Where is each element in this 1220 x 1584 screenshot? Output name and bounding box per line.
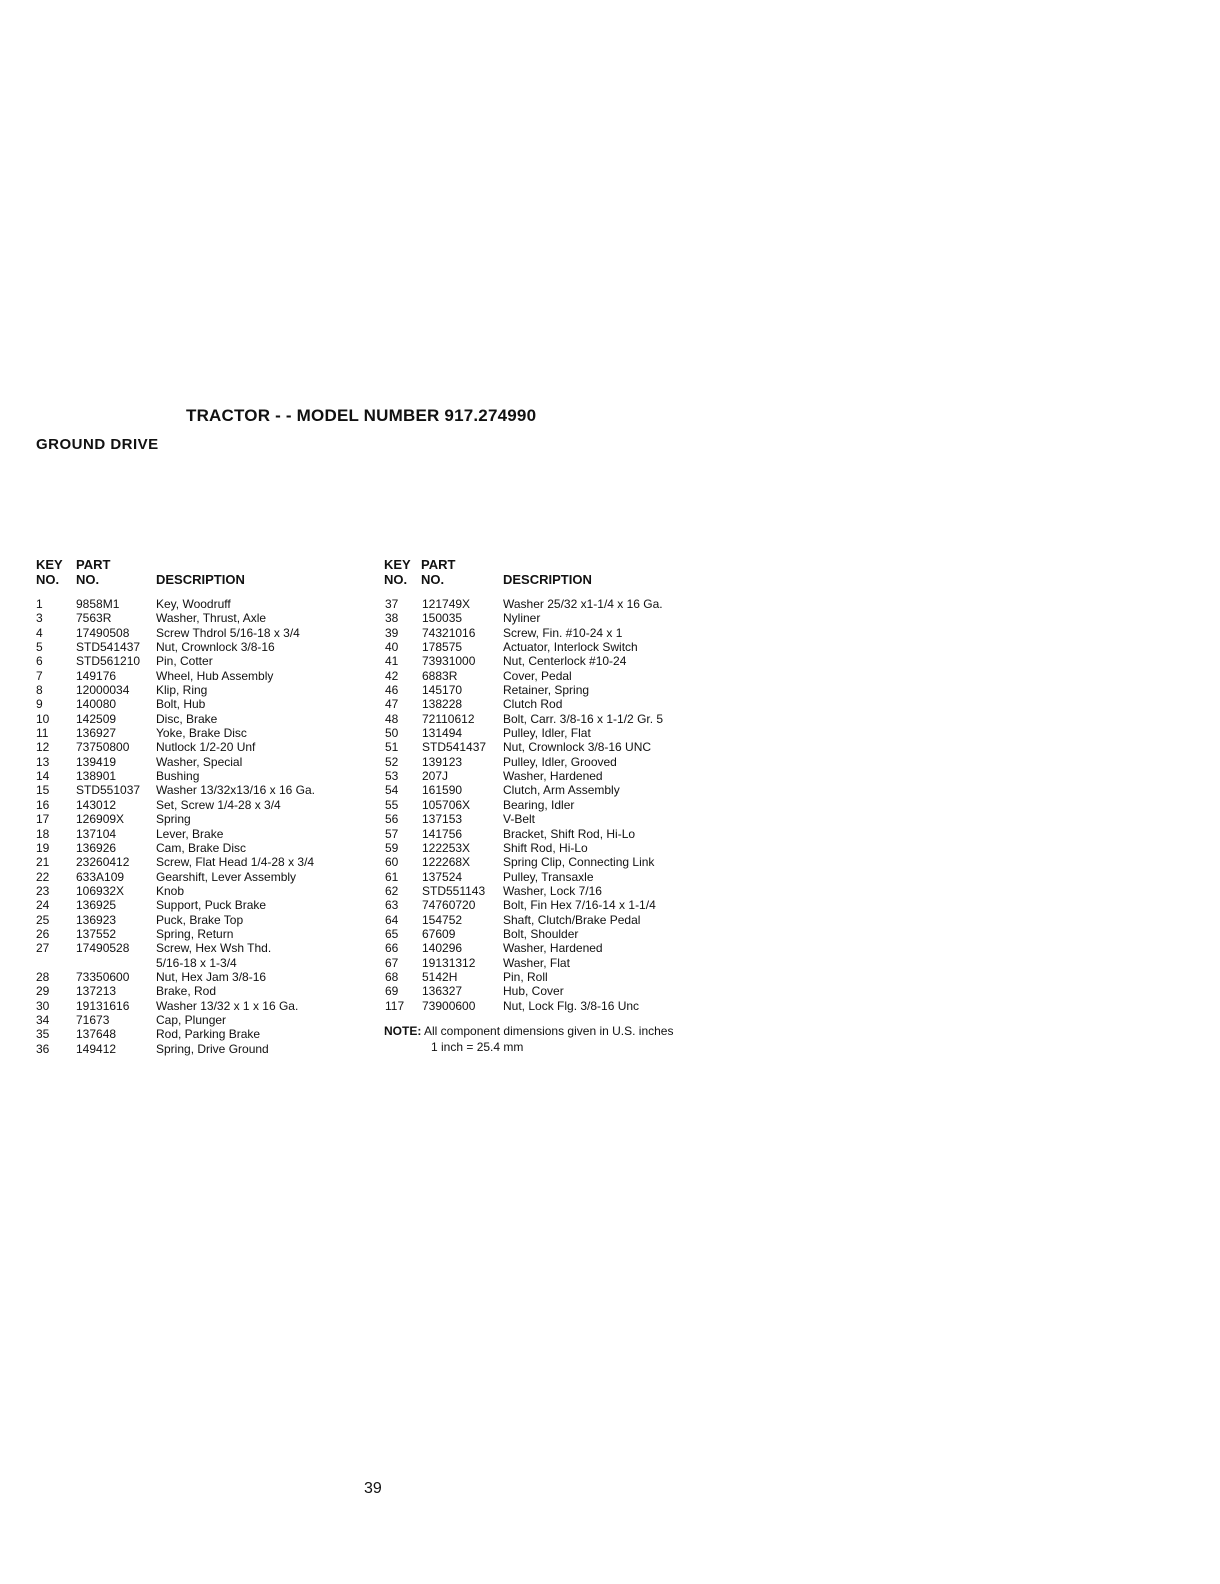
key-number: 6 — [36, 654, 43, 669]
part-number: 73750800 — [76, 740, 130, 755]
key-number: 14 — [36, 769, 50, 784]
key-number: 52 — [385, 754, 399, 769]
part-description: Washer, Special — [156, 754, 243, 769]
key-number: 21 — [36, 855, 50, 870]
part-description: Screw Thdrol 5/16-18 x 3/4 — [156, 625, 300, 640]
part-description: Yoke, Brake Disc — [156, 726, 247, 741]
key-number: 7 — [36, 668, 43, 683]
parts-row — [36, 712, 366, 726]
right-parts-list — [385, 597, 715, 1013]
part-description: Nut, Hex Jam 3/8-16 — [156, 969, 267, 984]
key-number: 10 — [36, 711, 50, 726]
part-description: Wheel, Hub Assembly — [156, 668, 274, 683]
part-description: Cap, Plunger — [156, 1012, 227, 1027]
part-number: 136923 — [76, 912, 117, 927]
key-number: 26 — [36, 926, 50, 941]
part-number: 178575 — [422, 640, 463, 655]
parts-row — [36, 1027, 366, 1041]
parts-row — [36, 740, 366, 754]
part-number: 73931000 — [422, 654, 476, 669]
part-description: Nut, Centerlock #10-24 — [503, 654, 627, 669]
part-description: Clutch, Arm Assembly — [503, 783, 620, 798]
part-description: Spring — [156, 812, 191, 827]
left-key-header — [36, 557, 63, 587]
key-number: 13 — [36, 754, 50, 769]
part-description: Cover, Pedal — [503, 668, 572, 683]
parts-row — [385, 827, 715, 841]
part-number: 74760720 — [422, 898, 476, 913]
left-parts-list — [36, 597, 366, 1056]
part-number: 74321016 — [422, 625, 476, 640]
key-number: 11 — [36, 726, 49, 741]
part-description: Clutch Rod — [503, 697, 563, 712]
parts-row — [385, 913, 715, 927]
key-number: 39 — [385, 625, 399, 640]
part-description: Key, Woodruff — [156, 597, 231, 611]
parts-row — [36, 970, 366, 984]
parts-row — [36, 941, 366, 955]
section-title: GROUND DRIVE — [36, 436, 159, 453]
key-number: 62 — [385, 883, 399, 898]
part-number: 12000034 — [76, 683, 130, 698]
parts-row — [36, 611, 366, 625]
part-description: Spring Clip, Connecting Link — [503, 855, 655, 870]
key-number: 65 — [385, 926, 399, 941]
key-number: 18 — [36, 826, 50, 841]
key-number: 69 — [385, 984, 399, 999]
part-description: Washer 13/32 x 1 x 16 Ga. — [156, 998, 299, 1013]
key-number: 40 — [385, 640, 399, 655]
part-description: Nut, Lock Flg. 3/8-16 Unc — [503, 998, 640, 1013]
part-number: STD541437 — [422, 740, 487, 755]
parts-row — [385, 941, 715, 955]
key-number: 117 — [385, 998, 405, 1013]
part-description: Cam, Brake Disc — [156, 840, 247, 855]
part-number: 139419 — [76, 754, 117, 769]
part-number: 142509 — [76, 711, 117, 726]
part-description: Puck, Brake Top — [156, 912, 244, 927]
part-number: 122253X — [422, 840, 471, 855]
parts-row — [385, 798, 715, 812]
key-number: 4 — [36, 625, 43, 640]
part-description: Klip, Ring — [156, 683, 208, 698]
key-number: 50 — [385, 726, 399, 741]
key-number: 37 — [385, 597, 399, 611]
parts-row — [385, 611, 715, 625]
parts-row — [385, 740, 715, 754]
key-number: 25 — [36, 912, 50, 927]
part-number: 19131616 — [76, 998, 130, 1013]
key-number: 19 — [36, 840, 50, 855]
part-number: 154752 — [422, 912, 463, 927]
part-description: Bolt, Hub — [156, 697, 206, 712]
key-number: 27 — [36, 941, 50, 956]
parts-row — [36, 927, 366, 941]
part-number: STD561210 — [76, 654, 141, 669]
parts-row — [36, 755, 366, 769]
part-description: Support, Puck Brake — [156, 898, 267, 913]
key-number: 57 — [385, 826, 399, 841]
key-number: 63 — [385, 898, 399, 913]
key-number: 59 — [385, 840, 399, 855]
right-key-header-line1: KEY — [384, 557, 411, 572]
part-description: Washer 13/32x13/16 x 16 Ga. — [156, 783, 315, 798]
note — [384, 1023, 673, 1055]
part-description: Pulley, Transaxle — [503, 869, 594, 884]
part-number: 105706X — [422, 797, 471, 812]
part-number: 137153 — [422, 812, 463, 827]
part-description: Screw, Fin. #10-24 x 1 — [503, 625, 623, 640]
part-number: 137524 — [422, 869, 463, 884]
parts-row — [385, 956, 715, 970]
key-number: 64 — [385, 912, 399, 927]
parts-row — [385, 999, 715, 1013]
part-description: Bracket, Shift Rod, Hi-Lo — [503, 826, 636, 841]
part-number: 5142H — [422, 969, 458, 984]
part-description: Rod, Parking Brake — [156, 1027, 261, 1042]
key-number: 1 — [36, 597, 43, 611]
parts-row — [385, 841, 715, 855]
key-number: 54 — [385, 783, 399, 798]
key-number: 66 — [385, 941, 399, 956]
part-number: 126909X — [76, 812, 125, 827]
right-key-header-line2: NO. — [384, 572, 408, 587]
part-number: 137213 — [76, 984, 117, 999]
parts-row — [36, 683, 366, 697]
part-number: STD541437 — [76, 640, 141, 655]
part-number: 138228 — [422, 697, 463, 712]
parts-row — [385, 726, 715, 740]
key-number: 53 — [385, 769, 399, 784]
part-description: Knob — [156, 883, 185, 898]
parts-row — [36, 798, 366, 812]
parts-row — [385, 898, 715, 912]
key-number: 8 — [36, 683, 43, 698]
parts-row — [36, 783, 366, 797]
part-number: 143012 — [76, 797, 117, 812]
part-description: Pulley, Idler, Grooved — [503, 754, 617, 769]
parts-row — [36, 812, 366, 826]
parts-row — [385, 597, 715, 611]
parts-row — [385, 669, 715, 683]
parts-row — [36, 956, 366, 970]
parts-row — [36, 999, 366, 1013]
part-number: 136926 — [76, 840, 117, 855]
part-description: Washer, Hardened — [503, 941, 603, 956]
part-description: Bolt, Carr. 3/8-16 x 1-1/2 Gr. 5 — [503, 711, 664, 726]
key-number: 42 — [385, 668, 399, 683]
part-description: Retainer, Spring — [503, 683, 590, 698]
page-title: TRACTOR - - MODEL NUMBER 917.274990 — [186, 406, 537, 425]
key-number: 16 — [36, 797, 50, 812]
parts-row — [385, 712, 715, 726]
part-number: 137648 — [76, 1027, 117, 1042]
parts-row — [36, 841, 366, 855]
parts-row — [385, 654, 715, 668]
part-description: Gearshift, Lever Assembly — [156, 869, 297, 884]
part-description: Nyliner — [503, 611, 541, 626]
part-number: 122268X — [422, 855, 471, 870]
parts-row — [385, 769, 715, 783]
part-number: 149412 — [76, 1041, 117, 1056]
right-key-header — [384, 557, 411, 587]
parts-row — [36, 855, 366, 869]
key-number: 56 — [385, 812, 399, 827]
right-part-header-line2: NO. — [421, 572, 445, 587]
part-description: Nut, Crownlock 3/8-16 UNC — [503, 740, 652, 755]
part-number: 23260412 — [76, 855, 130, 870]
parts-row — [36, 984, 366, 998]
part-description: Set, Screw 1/4-28 x 3/4 — [156, 797, 281, 812]
part-description: Pin, Cotter — [156, 654, 213, 669]
part-number: 121749X — [422, 597, 471, 611]
key-number: 15 — [36, 783, 50, 798]
note-text: All component dimensions given in U.S. inches — [424, 1024, 674, 1038]
part-number: 136327 — [422, 984, 463, 999]
right-description-header: DESCRIPTION — [503, 572, 592, 587]
part-number: 73350600 — [76, 969, 130, 984]
part-description: 5/16-18 x 1-3/4 — [156, 955, 237, 970]
right-part-header — [421, 557, 455, 587]
key-number: 61 — [385, 869, 399, 884]
part-number: 140080 — [76, 697, 117, 712]
parts-row — [36, 827, 366, 841]
right-part-header-line1: PART — [421, 557, 456, 572]
parts-row — [36, 1013, 366, 1027]
key-number: 51 — [385, 740, 399, 755]
part-number: 137104 — [76, 826, 117, 841]
parts-row — [36, 640, 366, 654]
part-number: 6883R — [422, 668, 458, 683]
part-description: Nutlock 1/2-20 Unf — [156, 740, 256, 755]
key-number: 38 — [385, 611, 399, 626]
key-number: 55 — [385, 797, 399, 812]
parts-row — [36, 769, 366, 783]
key-number: 47 — [385, 697, 399, 712]
key-number: 36 — [36, 1041, 50, 1056]
parts-row — [36, 654, 366, 668]
part-description: Shift Rod, Hi-Lo — [503, 840, 588, 855]
parts-row — [36, 626, 366, 640]
parts-row — [385, 927, 715, 941]
key-number: 46 — [385, 683, 399, 698]
part-number: 138901 — [76, 769, 117, 784]
left-part-header — [76, 557, 110, 587]
note-label: NOTE: — [384, 1024, 422, 1038]
parts-row — [36, 1042, 366, 1056]
part-number: 72110612 — [422, 711, 475, 726]
parts-row — [36, 597, 366, 611]
parts-row — [36, 898, 366, 912]
part-number: 9858M1 — [76, 597, 120, 611]
part-number: 17490508 — [76, 625, 130, 640]
left-part-header-line2: NO. — [76, 572, 100, 587]
key-number: 12 — [36, 740, 50, 755]
part-number: 149176 — [76, 668, 117, 683]
parts-row — [385, 884, 715, 898]
key-number: 5 — [36, 640, 43, 655]
part-description: Washer, Flat — [503, 955, 570, 970]
part-description: Spring, Drive Ground — [156, 1041, 269, 1056]
parts-row — [385, 640, 715, 654]
part-description: Lever, Brake — [156, 826, 224, 841]
part-description: Washer, Hardened — [503, 769, 603, 784]
part-number: 73900600 — [422, 998, 476, 1013]
part-number: 136927 — [76, 726, 117, 741]
page-number: 39 — [364, 1480, 382, 1497]
key-number: 9 — [36, 697, 43, 712]
left-key-header-line2: NO. — [36, 572, 60, 587]
parts-row — [385, 855, 715, 869]
part-number: 137552 — [76, 926, 117, 941]
parts-row — [36, 726, 366, 740]
parts-row — [385, 970, 715, 984]
part-description: Spring, Return — [156, 926, 234, 941]
part-description: Nut, Crownlock 3/8-16 — [156, 640, 275, 655]
parts-row — [385, 984, 715, 998]
key-number: 24 — [36, 898, 50, 913]
part-number: 131494 — [422, 726, 463, 741]
key-number: 30 — [36, 998, 50, 1013]
part-description: Bolt, Fin Hex 7/16-14 x 1-1/4 — [503, 898, 656, 913]
part-description: Hub, Cover — [503, 984, 564, 999]
parts-row — [36, 669, 366, 683]
key-number: 60 — [385, 855, 399, 870]
part-description: Washer, Lock 7/16 — [503, 883, 602, 898]
key-number: 29 — [36, 984, 50, 999]
part-number: 139123 — [422, 754, 463, 769]
parts-row — [385, 812, 715, 826]
key-number: 67 — [385, 955, 399, 970]
part-description: Pulley, Idler, Flat — [503, 726, 591, 741]
part-number: 136925 — [76, 898, 117, 913]
note-conversion: 1 inch = 25.4 mm — [431, 1040, 524, 1054]
key-number: 3 — [36, 611, 43, 626]
part-description: Screw, Flat Head 1/4-28 x 3/4 — [156, 855, 315, 870]
part-description: Washer, Thrust, Axle — [156, 611, 267, 626]
parts-row — [385, 626, 715, 640]
key-number: 34 — [36, 1012, 50, 1027]
part-number: 17490528 — [76, 941, 130, 956]
part-number: STD551037 — [76, 783, 141, 798]
parts-row — [385, 783, 715, 797]
key-number: 48 — [385, 711, 399, 726]
part-number: 141756 — [422, 826, 463, 841]
left-part-header-line1: PART — [76, 557, 111, 572]
part-number: 19131312 — [422, 955, 476, 970]
part-number: 7563R — [76, 611, 112, 626]
key-number: 17 — [36, 812, 50, 827]
key-number: 35 — [36, 1027, 50, 1042]
parts-row — [385, 683, 715, 697]
parts-row — [385, 870, 715, 884]
key-number: 41 — [385, 654, 399, 669]
part-description: Bushing — [156, 769, 200, 784]
left-description-header: DESCRIPTION — [156, 572, 245, 587]
key-number: 68 — [385, 969, 399, 984]
parts-row — [36, 884, 366, 898]
parts-row — [36, 697, 366, 711]
part-description: Brake, Rod — [156, 984, 217, 999]
part-number: 106932X — [76, 883, 125, 898]
parts-row — [385, 755, 715, 769]
part-number: 633A109 — [76, 869, 125, 884]
part-number: 71673 — [76, 1012, 110, 1027]
part-description: Washer 25/32 x1-1/4 x 16 Ga. — [503, 597, 663, 611]
key-number: 23 — [36, 883, 50, 898]
part-number: 67609 — [422, 926, 456, 941]
parts-row — [36, 913, 366, 927]
part-description: V-Belt — [503, 812, 536, 827]
part-number: 207J — [422, 769, 449, 784]
part-number: 145170 — [422, 683, 463, 698]
part-description: Bearing, Idler — [503, 797, 575, 812]
part-description: Disc, Brake — [156, 711, 218, 726]
part-description: Screw, Hex Wsh Thd. — [156, 941, 272, 956]
part-number: 161590 — [422, 783, 463, 798]
part-number: STD551143 — [422, 883, 486, 898]
parts-row — [36, 870, 366, 884]
parts-row — [385, 697, 715, 711]
part-description: Pin, Roll — [503, 969, 548, 984]
part-number: 150035 — [422, 611, 463, 626]
part-number: 140296 — [422, 941, 463, 956]
key-number: 22 — [36, 869, 50, 884]
part-description: Actuator, Interlock Switch — [503, 640, 638, 655]
part-description: Shaft, Clutch/Brake Pedal — [503, 912, 641, 927]
left-key-header-line1: KEY — [36, 557, 63, 572]
key-number: 28 — [36, 969, 50, 984]
part-description: Bolt, Shoulder — [503, 926, 579, 941]
